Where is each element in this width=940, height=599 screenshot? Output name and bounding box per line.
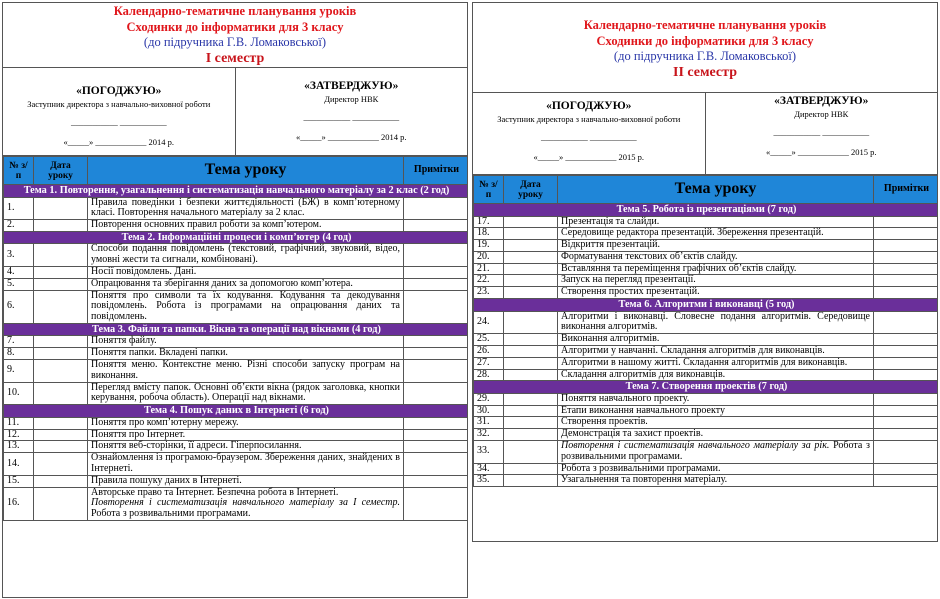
lesson-date — [34, 290, 88, 323]
lesson-date — [34, 453, 88, 476]
topic-text: Носії повідомлень. Дані. — [91, 265, 197, 277]
topic-text: Поняття про Інтернет. — [91, 428, 186, 440]
lesson-number: 5. — [4, 278, 34, 290]
lesson-notes — [874, 429, 939, 441]
lesson-row — [474, 228, 939, 240]
lesson-number: 25. — [474, 334, 504, 346]
col-topic: Тема уроку — [558, 176, 874, 204]
lesson-date — [504, 228, 558, 240]
lesson-number: 28. — [474, 369, 504, 381]
section-header — [474, 204, 939, 217]
topic-text: Створення проектів. — [561, 416, 648, 428]
lesson-notes — [404, 278, 469, 290]
lesson-row — [4, 429, 469, 441]
header-textbook: (до підручника Г.В. Ломаковської) — [143, 35, 327, 49]
section-title: Тема 5. Робота із презентаціями (7 год) — [474, 204, 939, 217]
topic-text: Повторення основних правил роботи за комп’ютером. — [91, 219, 322, 231]
lesson-notes — [404, 244, 469, 267]
lesson-notes — [404, 441, 469, 453]
col-notes: Примітки — [874, 176, 939, 204]
agree-title: «ПОГОДЖУЮ» — [546, 100, 632, 112]
lesson-topic — [558, 463, 874, 475]
lesson-row — [474, 441, 939, 464]
lesson-number: 35. — [474, 475, 504, 487]
agree-role: Заступник директора з навчально-виховної роботи — [497, 114, 681, 124]
lesson-row — [4, 220, 469, 232]
approve-role: Директор НВК — [794, 109, 849, 119]
lesson-notes — [874, 405, 939, 417]
approve-date: «_____» ____________ 2015 р. — [766, 147, 877, 157]
lesson-date — [504, 263, 558, 275]
lesson-topic — [88, 429, 404, 441]
section-header — [474, 299, 939, 312]
lesson-row — [4, 382, 469, 405]
topic-text: Етапи виконання навчального проекту — [561, 404, 725, 416]
lesson-row — [474, 275, 939, 287]
lesson-date — [504, 311, 558, 334]
section-header — [4, 405, 469, 418]
lesson-notes — [404, 197, 469, 220]
lesson-notes — [404, 348, 469, 360]
lesson-row — [474, 475, 939, 487]
semester-2-plan — [472, 2, 938, 542]
lesson-date — [504, 334, 558, 346]
section-title: Тема 3. Файли та папки. Вікна та операції над вікнами (4 год) — [4, 323, 469, 336]
lesson-date — [504, 441, 558, 464]
lesson-notes — [874, 334, 939, 346]
lesson-number: 18. — [474, 228, 504, 240]
section-title: Тема 4. Пошук даних в Інтернеті (6 год) — [4, 405, 469, 418]
lesson-topic — [558, 251, 874, 263]
lesson-number: 13. — [4, 441, 34, 453]
header-subtitle: Сходинки до інформатики для 3 класу — [596, 33, 814, 48]
header-textbook: (до підручника Г.В. Ломаковської) — [613, 49, 797, 63]
lesson-table — [473, 175, 938, 487]
document-header — [3, 3, 467, 68]
topic-text: Опрацювання та зберігання даних за допомогою комп’ютера. — [91, 277, 353, 289]
lesson-date — [34, 220, 88, 232]
section-title: Тема 7. Створення проектів (7 год) — [474, 381, 939, 394]
lesson-topic — [558, 240, 874, 252]
topic-text: Запуск на перегляд презентації. — [561, 274, 696, 286]
lesson-row — [474, 369, 939, 381]
lesson-row — [474, 240, 939, 252]
lesson-topic — [558, 275, 874, 287]
topic-tail-text: Робота з розвивальними програмами. — [561, 440, 871, 462]
lesson-notes — [874, 441, 939, 464]
topic-text: Алгоритми в нашому житті. Складання алгоритмів для виконавців. — [561, 356, 848, 368]
lesson-date — [34, 336, 88, 348]
lesson-number: 23. — [474, 287, 504, 299]
lesson-notes — [874, 228, 939, 240]
lesson-row — [4, 417, 469, 429]
lesson-row — [474, 463, 939, 475]
col-topic: Тема уроку — [88, 157, 404, 185]
lesson-number: 20. — [474, 251, 504, 263]
topic-text: Авторське право та Інтернет. Безпечна робота в Інтернеті. — [91, 486, 339, 498]
topic-text: Ознайомлення із програмою-браузером. Збереження даних, знайдених в Інтернеті. — [91, 452, 400, 474]
lesson-topic — [88, 336, 404, 348]
lesson-notes — [404, 487, 469, 520]
lesson-topic — [558, 441, 874, 464]
topic-text: Форматування текстових об’єктів слайду. — [561, 250, 738, 262]
lesson-date — [504, 369, 558, 381]
topic-text: Презентація та слайди. — [561, 215, 660, 227]
lesson-topic — [88, 220, 404, 232]
lesson-number: 8. — [4, 348, 34, 360]
lesson-row — [474, 357, 939, 369]
semester-label: І семестр — [205, 50, 265, 66]
approve-title: «ЗАТВЕРДЖУЮ» — [774, 95, 869, 107]
section-title: Тема 1. Повторення, узагальнення і систематизація навчального матеріалу за 2 клас (2 год) — [4, 185, 469, 198]
topic-text: Складання алгоритмів для виконавців. — [561, 368, 726, 380]
lesson-topic — [558, 393, 874, 405]
semester-label: ІІ семестр — [673, 64, 737, 80]
topic-text: Відкриття презентацій. — [561, 239, 661, 251]
lesson-row — [474, 429, 939, 441]
topic-text: Алгоритми у навчанні. Складання алгоритмів для виконавців. — [561, 344, 825, 356]
lesson-row — [4, 266, 469, 278]
lesson-date — [504, 429, 558, 441]
approve-block — [705, 93, 938, 174]
lesson-number: 1. — [4, 197, 34, 220]
lesson-topic — [558, 429, 874, 441]
lesson-date — [504, 405, 558, 417]
lesson-topic — [558, 369, 874, 381]
lesson-rows — [474, 204, 939, 487]
section-header — [4, 231, 469, 244]
lesson-notes — [874, 357, 939, 369]
lesson-row — [4, 244, 469, 267]
lesson-date — [504, 240, 558, 252]
topic-text: Створення простих презентацій. — [561, 286, 700, 298]
lesson-notes — [404, 336, 469, 348]
agree-signature: ___________ ___________ — [540, 132, 637, 142]
approve-date: «_____» ____________ 2014 р. — [296, 132, 407, 142]
lesson-date — [34, 197, 88, 220]
lesson-date — [504, 475, 558, 487]
lesson-date — [504, 417, 558, 429]
topic-tail-text: Робота з розвивальними програмами. — [91, 508, 251, 520]
lesson-number: 9. — [4, 360, 34, 383]
lesson-date — [34, 429, 88, 441]
lesson-number: 32. — [474, 429, 504, 441]
lesson-topic — [88, 266, 404, 278]
lesson-topic — [88, 487, 404, 520]
lesson-number: 6. — [4, 290, 34, 323]
lesson-notes — [874, 275, 939, 287]
lesson-topic — [88, 290, 404, 323]
lesson-number: 24. — [474, 311, 504, 334]
topic-text: Поняття навчального проекту. — [561, 392, 690, 404]
lesson-number: 2. — [4, 220, 34, 232]
agree-block — [473, 93, 705, 174]
lesson-topic — [558, 417, 874, 429]
topic-text: Поняття про комп’ютерну мережу. — [91, 416, 239, 428]
lesson-notes — [874, 263, 939, 275]
agree-signature: ___________ ___________ — [70, 117, 167, 127]
lesson-topic — [88, 382, 404, 405]
lesson-topic — [558, 334, 874, 346]
lesson-row — [474, 311, 939, 334]
approval-block — [3, 68, 467, 156]
lesson-notes — [874, 287, 939, 299]
lesson-number: 27. — [474, 357, 504, 369]
lesson-date — [34, 441, 88, 453]
topic-text: Поняття меню. Контекстне меню. Різні способи запуску програм на виконання. — [91, 359, 400, 381]
lesson-date — [34, 244, 88, 267]
lesson-date — [504, 463, 558, 475]
lesson-number: 17. — [474, 216, 504, 228]
section-header — [474, 381, 939, 394]
section-header — [4, 185, 469, 198]
lesson-date — [504, 275, 558, 287]
approve-title: «ЗАТВЕРДЖУЮ» — [304, 80, 399, 92]
lesson-topic — [558, 405, 874, 417]
section-header — [4, 323, 469, 336]
lesson-number: 34. — [474, 463, 504, 475]
col-notes: Примітки — [404, 157, 469, 185]
lesson-date — [34, 382, 88, 405]
lesson-notes — [404, 220, 469, 232]
lesson-row — [474, 251, 939, 263]
lesson-number: 11. — [4, 417, 34, 429]
lesson-topic — [558, 475, 874, 487]
lesson-row — [474, 405, 939, 417]
lesson-topic — [88, 244, 404, 267]
lesson-row — [4, 360, 469, 383]
lesson-number: 3. — [4, 244, 34, 267]
lesson-topic — [88, 348, 404, 360]
topic-italic-text: Повторення і систематизація навчального матеріалу за І семестр. — [91, 497, 400, 509]
lesson-date — [34, 417, 88, 429]
lesson-notes — [404, 266, 469, 278]
lesson-date — [504, 287, 558, 299]
lesson-notes — [874, 345, 939, 357]
topic-text: Поняття про символи та їх кодування. Кодування та декодування повідомлень. Робота із програмами на опрацювання даних та повідомлень. — [91, 289, 400, 323]
lesson-notes — [404, 417, 469, 429]
lesson-date — [34, 475, 88, 487]
lesson-number: 12. — [4, 429, 34, 441]
topic-text: Правила пошуку даних в Інтернеті. — [91, 474, 242, 486]
lesson-notes — [874, 475, 939, 487]
lesson-topic — [558, 357, 874, 369]
lesson-topic — [558, 228, 874, 240]
lesson-number: 16. — [4, 487, 34, 520]
lesson-topic — [88, 475, 404, 487]
col-number: № з/п — [4, 157, 34, 185]
lesson-topic — [88, 453, 404, 476]
lesson-notes — [874, 251, 939, 263]
topic-text: Демонстрація та захист проектів. — [561, 428, 704, 440]
lesson-row — [474, 287, 939, 299]
topic-text: Робота з розвивальними програмами. — [561, 462, 721, 474]
lesson-topic — [88, 197, 404, 220]
lesson-table — [3, 156, 468, 521]
lesson-topic — [558, 263, 874, 275]
lesson-number: 22. — [474, 275, 504, 287]
lesson-topic — [558, 345, 874, 357]
lesson-row — [4, 197, 469, 220]
lesson-row — [474, 417, 939, 429]
approve-role: Директор НВК — [324, 94, 379, 104]
lesson-number: 26. — [474, 345, 504, 357]
lesson-topic — [558, 287, 874, 299]
lesson-notes — [404, 290, 469, 323]
lesson-notes — [404, 360, 469, 383]
lesson-date — [504, 393, 558, 405]
lesson-notes — [874, 417, 939, 429]
lesson-row — [474, 334, 939, 346]
approve-signature: ___________ ___________ — [303, 112, 400, 122]
lesson-date — [504, 345, 558, 357]
topic-text: Перегляд вмісту папок. Основні об’єкти вікна (рядок заголовка, кнопки керування, робоча область). Операції над вікнами. — [91, 381, 400, 404]
section-title: Тема 6. Алгоритми і виконавці (5 год) — [474, 299, 939, 312]
col-date: Дата уроку — [34, 157, 88, 185]
lesson-notes — [404, 382, 469, 405]
lesson-number: 15. — [4, 475, 34, 487]
agree-date: «_____» ____________ 2015 р. — [533, 152, 644, 162]
lesson-notes — [404, 429, 469, 441]
agree-date: «_____» ____________ 2014 р. — [63, 137, 174, 147]
agree-title: «ПОГОДЖУЮ» — [76, 85, 162, 97]
lesson-notes — [874, 311, 939, 334]
topic-text: Алгоритми і виконавці. Словесне подання алгоритмів. Середовище виконання алгоритмів. — [561, 310, 870, 333]
lesson-notes — [874, 369, 939, 381]
lesson-notes — [874, 393, 939, 405]
col-date: Дата уроку — [504, 176, 558, 204]
lesson-row — [4, 487, 469, 520]
lesson-notes — [874, 463, 939, 475]
lesson-row — [474, 216, 939, 228]
lesson-date — [504, 216, 558, 228]
topic-text: Виконання алгоритмів. — [561, 333, 660, 345]
lesson-row — [4, 278, 469, 290]
lesson-row — [4, 453, 469, 476]
agree-role: Заступник директора з навчально-виховної роботи — [27, 99, 211, 109]
col-number: № з/п — [474, 176, 504, 204]
topic-text: Правила поведінки і безпеки життєдіяльності (БЖ) в комп’ютерному класі. Повторення начального матеріалу за 2 клас. — [91, 196, 400, 219]
document-header — [473, 3, 937, 93]
lesson-number: 31. — [474, 417, 504, 429]
lesson-row — [474, 263, 939, 275]
lesson-number: 29. — [474, 393, 504, 405]
approval-block — [473, 93, 937, 175]
lesson-notes — [874, 216, 939, 228]
lesson-notes — [874, 240, 939, 252]
semester-1-plan — [2, 2, 468, 598]
lesson-rows — [4, 185, 469, 521]
lesson-topic — [88, 417, 404, 429]
lesson-notes — [404, 453, 469, 476]
lesson-number: 4. — [4, 266, 34, 278]
lesson-number: 19. — [474, 240, 504, 252]
topic-text: Поняття веб-сторінки, її адреси. Гіперпосилання. — [91, 440, 302, 452]
lesson-number: 21. — [474, 263, 504, 275]
lesson-topic — [88, 360, 404, 383]
topic-text: Узагальнення та повторення матеріалу. — [561, 474, 728, 486]
lesson-row — [4, 441, 469, 453]
lesson-row — [474, 345, 939, 357]
topic-text: Середовище редактора презентацій. Збереження презентацій. — [561, 227, 824, 239]
approve-signature: ___________ ___________ — [773, 127, 870, 137]
header-title: Календарно-тематичне планування уроків — [583, 18, 827, 32]
approve-block — [235, 68, 468, 155]
lesson-date — [34, 266, 88, 278]
topic-italic-text: Повторення і систематизація навчального матеріалу за рік. — [561, 440, 830, 452]
topic-text: Поняття папки. Вкладені папки. — [91, 347, 228, 359]
lesson-row — [4, 348, 469, 360]
header-title: Календарно-тематичне планування уроків — [113, 4, 357, 18]
topic-text: Вставляння та переміщення графічних об’єктів слайду. — [561, 262, 797, 274]
lesson-number: 14. — [4, 453, 34, 476]
topic-text: Поняття файлу. — [91, 335, 157, 347]
lesson-date — [34, 348, 88, 360]
lesson-row — [4, 336, 469, 348]
lesson-topic — [558, 216, 874, 228]
lesson-date — [34, 360, 88, 383]
topic-text: Способи подання повідомлень (текстовий, графічний, звуковий, відео, умовні жести та сигнали, комбіновані). — [91, 243, 400, 266]
lesson-date — [504, 357, 558, 369]
lesson-date — [504, 251, 558, 263]
lesson-date — [34, 487, 88, 520]
agree-block — [3, 68, 235, 155]
lesson-number: 10. — [4, 382, 34, 405]
lesson-topic — [88, 278, 404, 290]
lesson-topic — [558, 311, 874, 334]
lesson-number: 30. — [474, 405, 504, 417]
lesson-row — [474, 393, 939, 405]
lesson-date — [34, 278, 88, 290]
lesson-number: 33. — [474, 441, 504, 464]
lesson-topic — [88, 441, 404, 453]
section-title: Тема 2. Інформаційні процеси і комп’ютер (4 год) — [4, 231, 469, 244]
lesson-row — [4, 290, 469, 323]
lesson-notes — [404, 475, 469, 487]
lesson-number: 7. — [4, 336, 34, 348]
header-subtitle: Сходинки до інформатики для 3 класу — [126, 19, 344, 34]
lesson-row — [4, 475, 469, 487]
